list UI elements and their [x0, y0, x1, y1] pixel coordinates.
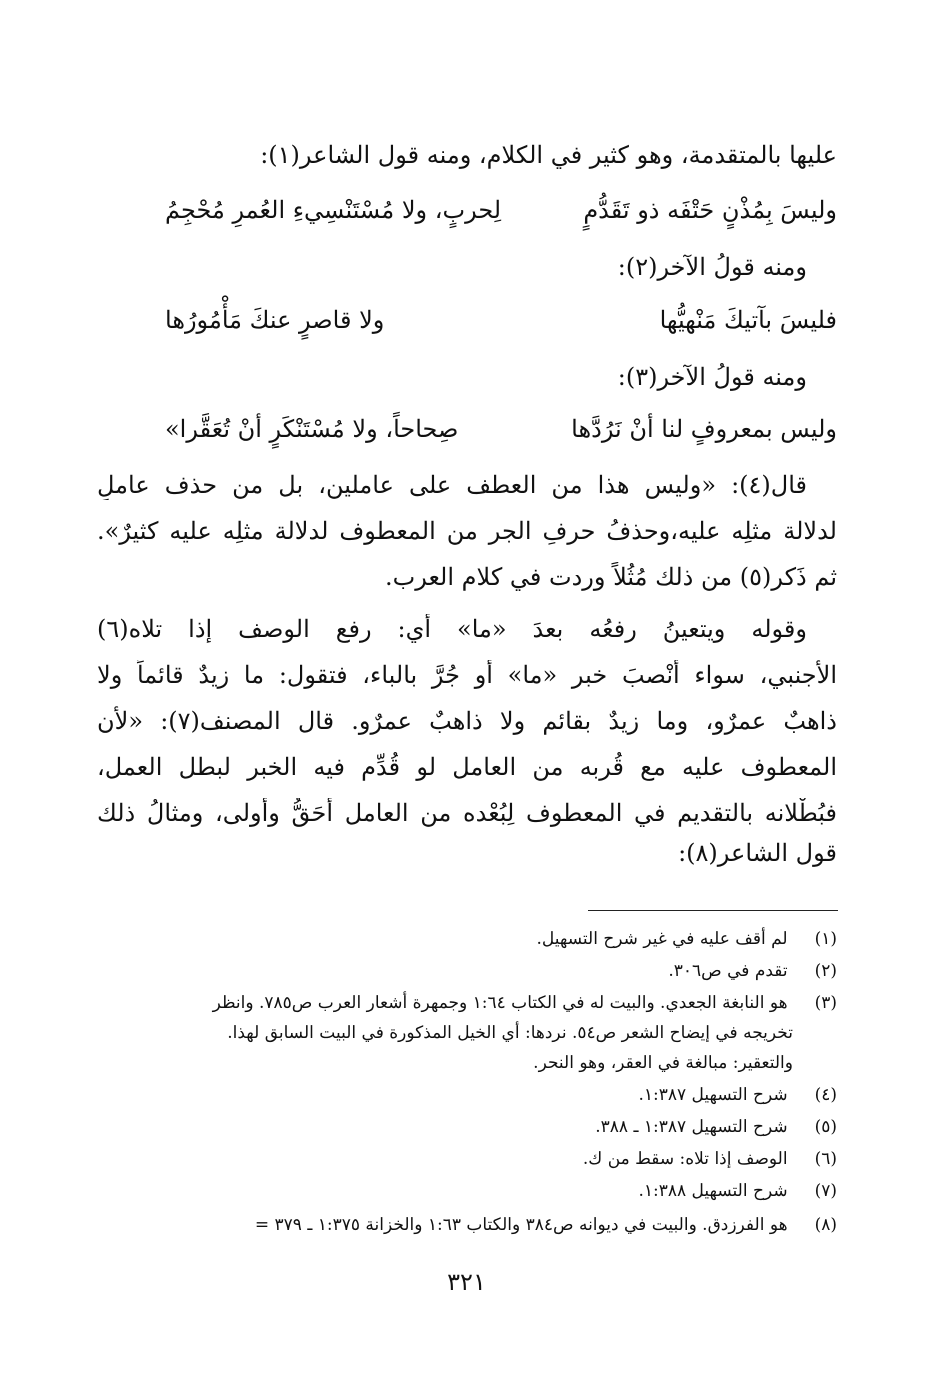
footnote-7	[638, 1180, 837, 1202]
verse-3-second-hemistich: صِحاحاً، ولا مُسْتَنْكَرٍ أنْ تُعَقَّرا»	[165, 415, 459, 443]
footnote-number: (٢)	[814, 961, 837, 981]
verse-1-second-hemistich: لِحربٍ، ولا مُسْتَنْسِيءِ العُمرِ مُحْجِمُ	[165, 196, 502, 224]
body-line-11: فبُطْلانه بالتقديم في المعطوف لِبُعْده من العامل أَحَقُّ وأولى، ومثالُ ذلك	[97, 799, 837, 827]
body-line-10: المعطوف عليه مع قُربه من العامل لو قُدِّم فيه الخبر لبطل العمل،	[97, 753, 837, 781]
footnote-6	[583, 1148, 837, 1170]
footnote-3-continuation-2: والتعقير: مبالغة في العقر، وهو النحر.	[533, 1053, 793, 1073]
footnote-text: شرح التسهيل ١:٣٨٧.	[638, 1085, 788, 1105]
body-line-8: الأجنبي، سواء أُنْصبَ خبر «ما» أو جُرَّ بالباء، فتقول: ما زيدٌ قائماً ولا	[97, 661, 837, 689]
footnote-separator	[588, 910, 838, 911]
footnote-number: (٦)	[814, 1149, 837, 1169]
footnote-2	[668, 960, 837, 982]
footnote-text: الوصف إذا تلاه: سقط من ك.	[582, 1149, 788, 1169]
body-line-9: ذاهبٌ عمرٌو، وما زيدٌ بقائمٍ ولا ذاهبٌ عمرٌو. قال المصنف(٧): «لأن	[97, 707, 837, 735]
verse-1-first-hemistich: وليسَ بِمُذْنٍ حَتْفَه ذو تَقَدُّمٍ	[583, 196, 837, 224]
footnote-3	[213, 992, 837, 1014]
body-line-6: ثم ذَكر(٥) من ذلك مُثُلاً وردت في كلام العرب.	[385, 563, 837, 591]
verse-3-first-hemistich: وليس بمعروفٍ لنا أنْ نَرُدَّها	[571, 415, 837, 443]
footnote-text: لم أقف عليه في غير شرح التسهيل.	[536, 929, 788, 949]
footnote-4	[638, 1084, 837, 1106]
footnote-number: (٥)	[814, 1117, 837, 1137]
footnote-number: (٤)	[814, 1085, 837, 1105]
footnote-5	[595, 1116, 837, 1138]
body-line-2: ومنه قولُ الآخر(٢):	[617, 253, 807, 281]
page-number: ٣٢١	[447, 1268, 486, 1296]
body-line-5: لدلالة مثلِه عليه،وحذفُ حرفِ الجر من المعطوف لدلالة مثلِه عليه كثيرٌ».	[97, 517, 837, 545]
footnote-text: هو الفرزدق. والبيت في ديوانه ص٣٨٤ والكتاب ١:٦٣ والخزانة ١:٣٧٥ ـ ٣٧٩ =	[254, 1215, 788, 1235]
verse-2-first-hemistich: فليسَ بآتيكَ مَنْهيُّها	[659, 306, 837, 334]
body-line-3: ومنه قولُ الآخر(٣):	[617, 363, 807, 391]
footnote-number: (١)	[814, 929, 837, 949]
body-line-1: عليها بالمتقدمة، وهو كثير في الكلام، ومنه قول الشاعر(١):	[260, 141, 837, 169]
footnote-3-continuation-1: تخريجه في إيضاح الشعر ص٥٤. نردها: أي الخيل المذكورة في البيت السابق لهذا.	[227, 1023, 793, 1043]
footnote-1	[536, 928, 837, 950]
footnote-8	[255, 1214, 837, 1236]
footnote-number: (٨)	[814, 1215, 837, 1235]
footnote-number: (٧)	[814, 1181, 837, 1201]
body-line-12: قول الشاعر(٨):	[678, 839, 837, 867]
body-line-4: قال(٤): «وليس هذا من العطف على عاملين، بل من حذف عاملٍ	[97, 471, 807, 499]
footnote-text: شرح التسهيل ١:٣٨٧ ـ ٣٨٨.	[595, 1117, 788, 1137]
footnote-text: تقدم في ص٣٠٦.	[668, 961, 788, 981]
body-line-7: وقوله ويتعينُ رفعُه بعدَ «ما» أي: رفع الوصف إذا تلاه(٦)	[97, 615, 807, 643]
verse-2-second-hemistich: ولا قاصرٍ عنكَ مَأْمُورُها	[165, 306, 385, 334]
footnote-text: هو النابغة الجعدي. والبيت له في الكتاب ١:٦٤ وجمهرة أشعار العرب ص٧٨٥. وانظر	[212, 993, 788, 1013]
footnote-number: (٣)	[814, 993, 837, 1013]
footnote-text: شرح التسهيل ١:٣٨٨.	[638, 1181, 788, 1201]
